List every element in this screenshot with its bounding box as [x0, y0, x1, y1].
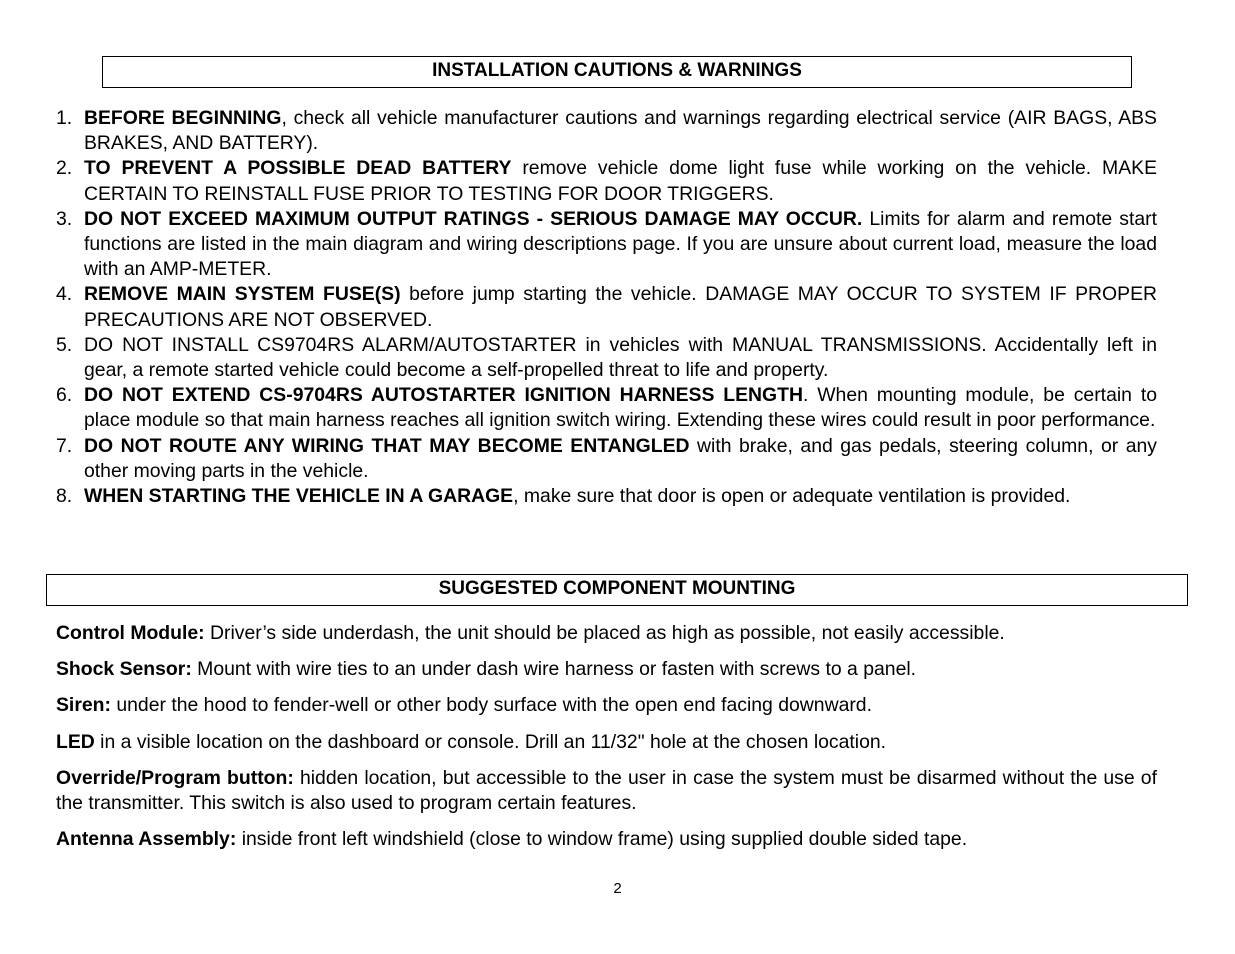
warning-bold-text: DO NOT EXTEND CS-9704RS AUTOSTARTER IGNITION HARNESS LENGTH [84, 384, 803, 407]
list-item: 6. DO NOT EXTEND CS-9704RS AUTOSTARTER IGNITION HARNESS LENGTH. When mounting module, be certain to place module so that main harness reaches all ignition switch wiring. Extending these wires could result in poor performance. [56, 384, 1157, 432]
warnings-list [56, 106, 1157, 509]
list-item: 8. WHEN STARTING THE VEHICLE IN A GARAGE, make sure that door is open or adequate ventilation is provided. [56, 485, 1071, 508]
component-mounting-heading [46, 574, 1188, 606]
warning-bold-text: TO PREVENT A POSSIBLE DEAD BATTERY [84, 157, 512, 180]
component-name: Control Module: [56, 622, 205, 644]
installation-cautions-title: INSTALLATION CAUTIONS & WARNINGS [432, 60, 802, 81]
component-description: inside front left windshield (close to window frame) using supplied double sided tape. [236, 828, 968, 851]
mounting-list [56, 621, 1157, 863]
page-number: 2 [613, 880, 622, 897]
component-name: Shock Sensor: [56, 658, 192, 681]
warning-bold-text: BEFORE BEGINNING [84, 107, 282, 129]
warning-bold-text: REMOVE MAIN SYSTEM FUSE(S) [84, 283, 401, 306]
warning-bold-text: DO NOT ROUTE ANY WIRING THAT MAY BECOME ENTANGLED [84, 434, 690, 457]
mounting-item [56, 766, 1157, 816]
warning-text: remove vehicle dome light fuse while working on the vehicle. MAKE CERTAIN TO REINSTALL FUSE PRIOR TO TESTING FOR DOOR TRIGGERS. [84, 157, 1158, 205]
list-item: 1. BEFORE BEGINNING, check all vehicle manufacturer cautions and warnings regarding electrical service (AIR BAGS, ABS BRAKES, AND BATTERY). [56, 107, 1157, 155]
warning-bold-text: WHEN STARTING THE VEHICLE IN A GARAGE [84, 485, 514, 508]
installation-cautions-heading [102, 56, 1132, 88]
component-description: under the hood to fender-well or other body surface with the open end facing downward. [110, 694, 872, 717]
mounting-item [56, 621, 1157, 646]
component-mounting-title: SUGGESTED COMPONENT MOUNTING [438, 578, 796, 599]
component-description: Mount with wire ties to an under dash wire harness or fasten with screws to a panel. [191, 658, 917, 681]
warning-text: Limits for alarm and remote start functions are listed in the main diagram and wiring descriptions page. If you are unsure about current load, measure the load with an AMP-METER. [84, 207, 1157, 281]
mounting-item [56, 657, 1157, 682]
warning-text: before jump starting the vehicle. DAMAGE MAY OCCUR TO SYSTEM IF PROPER PRECAUTIONS ARE NOT OBSERVED. [84, 283, 1158, 331]
mounting-item [56, 693, 1157, 718]
component-name: Override/Program button: [56, 766, 294, 789]
warning-text: , make sure that door is open or adequate ventilation is provided. [513, 485, 1071, 508]
list-item: 2. TO PREVENT A POSSIBLE DEAD BATTERY remove vehicle dome light fuse while working on the vehicle. MAKE CERTAIN TO REINSTALL FUSE PRIOR TO TESTING FOR DOOR TRIGGERS. [56, 157, 1158, 205]
component-name: Antenna Assembly: [56, 828, 237, 851]
warning-text: with brake, and gas pedals, steering column, or any other moving parts in the vehicle. [84, 434, 1157, 482]
warning-bold-text: DO NOT EXCEED MAXIMUM OUTPUT RATINGS - SERIOUS DAMAGE MAY OCCUR. [84, 207, 863, 230]
warning-text: DO NOT INSTALL CS9704RS ALARM/AUTOSTARTER in vehicles with MANUAL TRANSMISSIONS. Accidentally left in gear, a remote started vehicle could become a self-propelled threat to life and property. [84, 333, 1157, 382]
component-description: Driver’s side underdash, the unit should be placed as high as possible, not easily accessible. [204, 622, 1005, 644]
mounting-item [56, 827, 1157, 852]
component-description: hidden location, but accessible to the user in case the system must be disarmed without the use of the transmitter. This switch is also used to program certain features. [56, 766, 1157, 815]
list-item: 7. DO NOT ROUTE ANY WIRING THAT MAY BECOME ENTANGLED with brake, and gas pedals, steering column, or any other moving parts in the vehicle. [56, 434, 1157, 482]
mounting-item [56, 730, 1157, 755]
warning-text: , check all vehicle manufacturer cautions and warnings regarding electrical service (AIR BAGS, ABS BRAKES, AND BATTERY). [84, 107, 1157, 155]
component-name: LED [56, 730, 95, 753]
component-description: in a visible location on the dashboard or console. Drill an 11/32" hole at the chosen location. [94, 730, 887, 753]
component-name: Siren: [56, 694, 111, 717]
list-item: 3. DO NOT EXCEED MAXIMUM OUTPUT RATINGS - SERIOUS DAMAGE MAY OCCUR. Limits for alarm and remote start functions are listed in the main diagram and wiring descriptions page. If you are unsure about current load, measure the load with an AMP-METER. [56, 207, 1157, 281]
list-item: 4. REMOVE MAIN SYSTEM FUSE(S) before jump starting the vehicle. DAMAGE MAY OCCUR TO SYSTEM IF PROPER PRECAUTIONS ARE NOT OBSERVED. [56, 283, 1158, 331]
list-item: 5. DO NOT INSTALL CS9704RS ALARM/AUTOSTARTER in vehicles with MANUAL TRANSMISSIONS. Accidentally left in gear, a remote started vehicle could become a self-propelled threat to life and property. [56, 333, 1157, 382]
warning-text: . When mounting module, be certain to place module so that main harness reaches all ignition switch wiring. Extending these wires could result in poor performance. [84, 384, 1157, 432]
